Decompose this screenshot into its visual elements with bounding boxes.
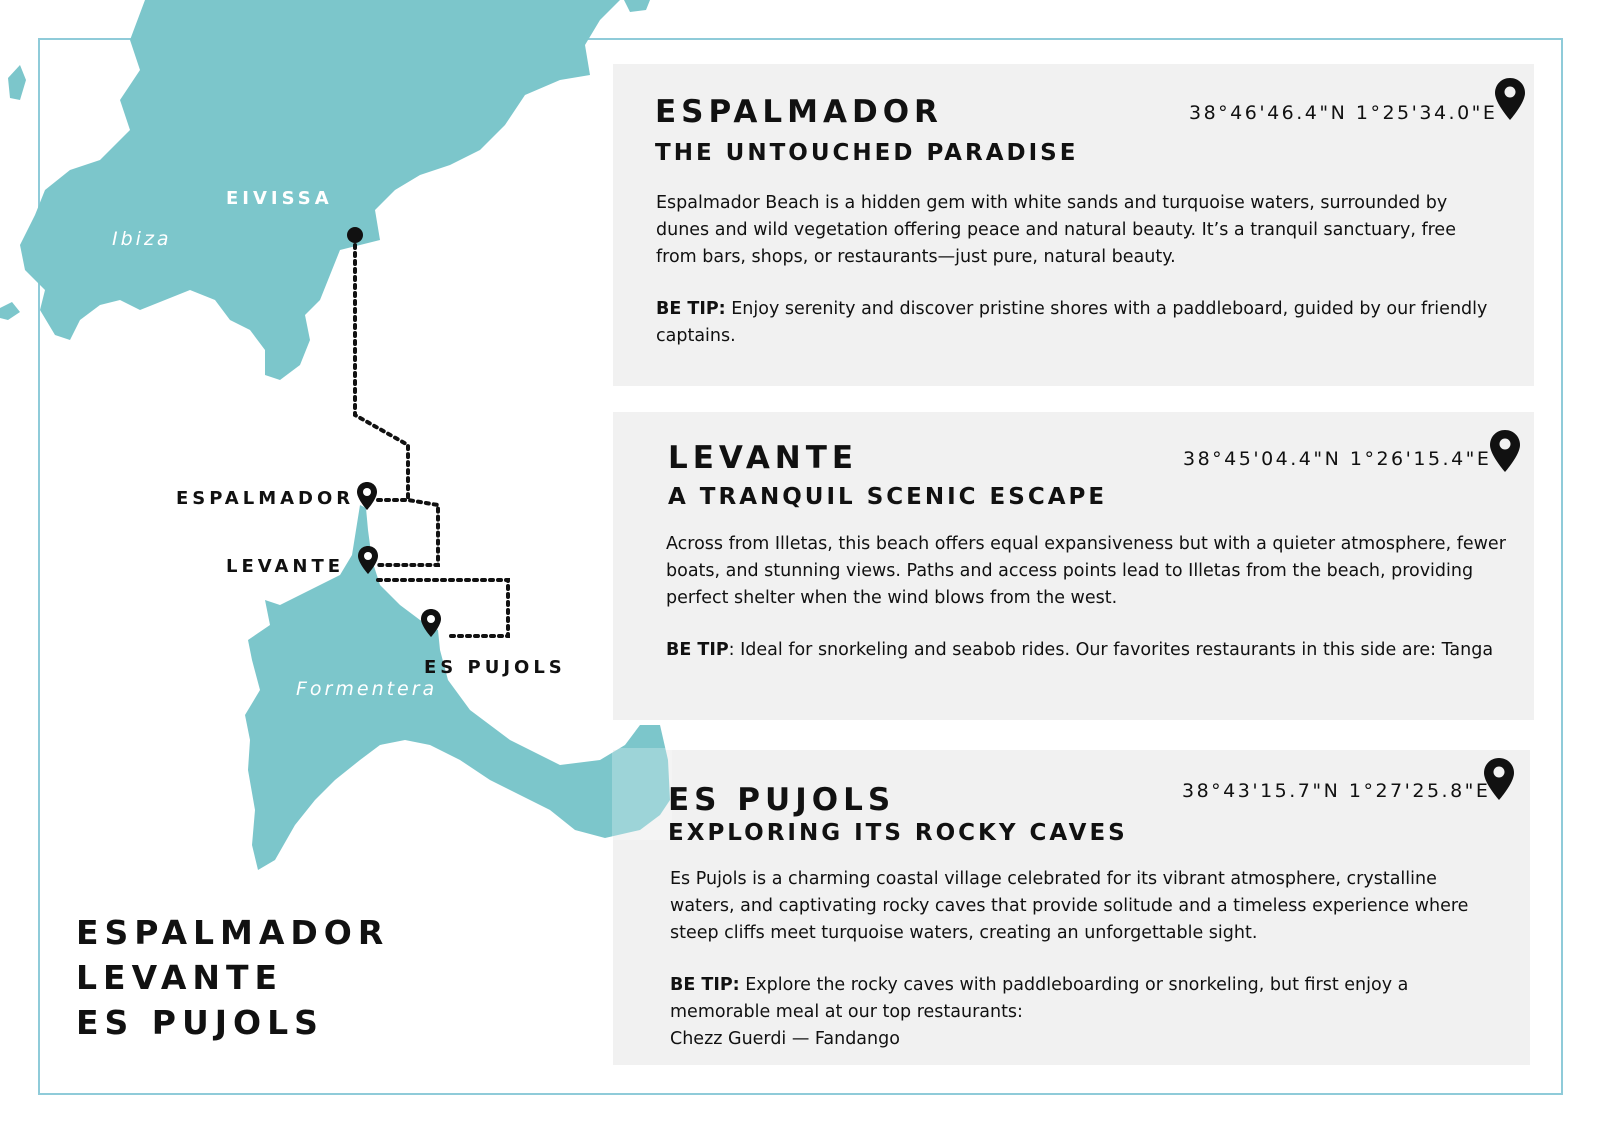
card-tip bbox=[656, 296, 1496, 350]
card-espalmador bbox=[613, 64, 1534, 386]
card-description: Espalmador Beach is a hidden gem with white sands and turquoise waters, surrounded by dunes and wild vegetation offering peace and natural beauty. It’s a tranquil sanctuary, free from bars, shops, or restaurants—just pure, natural beauty. bbox=[656, 193, 1456, 267]
map-label-levante: LEVANTE bbox=[226, 556, 345, 577]
tip-text: : Ideal for snorkeling and seabob rides. Our favorites restaurants in this side are: Tanga bbox=[728, 640, 1494, 660]
summary-list bbox=[76, 910, 389, 1045]
card-tip bbox=[670, 972, 1490, 1053]
card-levante bbox=[613, 412, 1534, 720]
ibiza-islet-2 bbox=[0, 302, 20, 320]
summary-item-espalmador: ESPALMADOR bbox=[76, 913, 390, 952]
summary-item-es-pujols: ES PUJOLS bbox=[76, 1003, 324, 1042]
card-coordinates: 38°43'15.7"N 1°27'25.8"E bbox=[1182, 780, 1491, 802]
card-description: Es Pujols is a charming coastal village celebrated for its vibrant atmosphere, crystalline waters, and captivating rocky caves that provide solitude and a timeless experience where steep cliffs meet turquoise waters, creating an unforgettable sight. bbox=[670, 869, 1469, 943]
map-label-espalmador: ESPALMADOR bbox=[176, 488, 355, 509]
location-pin-icon bbox=[1490, 430, 1520, 472]
location-pin-icon bbox=[1484, 758, 1514, 800]
card-coordinates: 38°46'46.4"N 1°25'34.0"E bbox=[1189, 102, 1498, 124]
card-subtitle: THE UNTOUCHED PARADISE bbox=[655, 140, 1079, 166]
tip-label: BE TIP bbox=[666, 640, 729, 660]
location-pin-icon bbox=[1495, 78, 1525, 120]
summary-item-levante: LEVANTE bbox=[76, 958, 284, 997]
card-tip bbox=[666, 637, 1506, 664]
card-title: LEVANTE bbox=[668, 440, 859, 476]
start-dot-icon bbox=[347, 227, 363, 243]
map-overlap-highlight bbox=[612, 748, 672, 840]
map-label-es-pujols: ES PUJOLS bbox=[424, 657, 566, 678]
tip-label: BE TIP: bbox=[670, 975, 740, 995]
card-coordinates: 38°45'04.4"N 1°26'15.4"E bbox=[1183, 448, 1492, 470]
tip-text: Explore the rocky caves with paddleboarding or snorkeling, but first enjoy a memorable meal at our top restaurants: bbox=[670, 975, 1409, 1022]
route-line bbox=[355, 237, 508, 636]
card-subtitle: A TRANQUIL SCENIC ESCAPE bbox=[668, 484, 1108, 510]
ibiza-islet bbox=[8, 65, 26, 100]
tip-restaurants: Chezz Guerdi — Fandango bbox=[670, 1029, 900, 1049]
card-title: ESPALMADOR bbox=[655, 94, 943, 130]
card-description: Across from Illetas, this beach offers equal expansiveness but with a quieter atmosphere, fewer boats, and stunning views. Paths and access points lead to Illetas from the beach, providing perfect shelter when the wind blows from the west. bbox=[666, 534, 1506, 608]
map-label-formentera: Formentera bbox=[296, 678, 438, 700]
map-label-ibiza: Ibiza bbox=[112, 228, 172, 250]
map-label-eivissa: EIVISSA bbox=[226, 188, 333, 209]
tip-text: Enjoy serenity and discover pristine shores with a paddleboard, guided by our friendly captains. bbox=[656, 299, 1488, 346]
card-title: ES PUJOLS bbox=[668, 782, 896, 818]
tip-label: BE TIP: bbox=[656, 299, 726, 319]
card-es-pujols bbox=[668, 750, 1530, 1065]
card-subtitle: EXPLORING ITS ROCKY CAVES bbox=[668, 820, 1128, 846]
ibiza-islet-3 bbox=[624, 0, 650, 12]
